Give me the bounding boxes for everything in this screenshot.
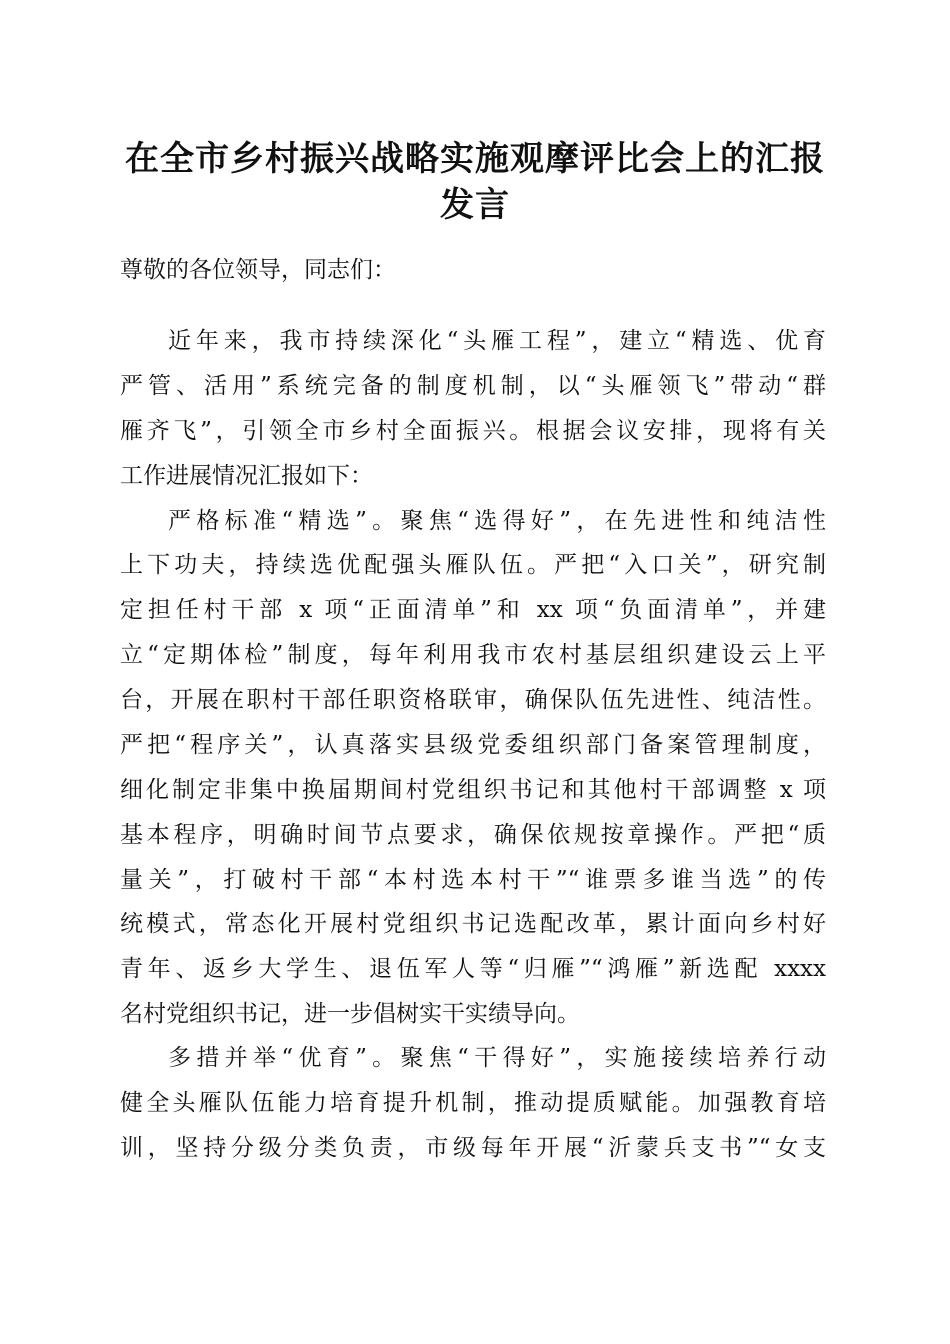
- paragraph-2-line-2: 上下功夫，持续选优配强头雁队伍。严把“入口关”，研究制: [120, 552, 826, 578]
- paragraph-2-line-5: 台，开展在职村干部任职资格联审，确保队伍先进性、纯洁性。: [120, 687, 826, 713]
- paragraph-1-line-3: 雁齐飞”，引领全市乡村全面振兴。根据会议安排，现将有关: [120, 418, 826, 444]
- document-title-line-1: 在全市乡村振兴战略实施观摩评比会上的汇报: [125, 139, 825, 179]
- paragraph-2-line-11: 青年、返乡大学生、退伍军人等“归雁”“鸿雁”新选配 xxxx: [120, 956, 826, 982]
- paragraph-1-line-2: 严管、活用”系统完备的制度机制，以“头雁领飞”带动“群: [120, 373, 826, 399]
- paragraph-1-line-4: 工作进展情况汇报如下：: [120, 463, 373, 489]
- paragraph-1-line-1: 近年来，我市持续深化“头雁工程”，建立“精选、优育: [168, 328, 826, 354]
- paragraph-2-line-6: 严把“程序关”，认真落实县级党委组织部门备案管理制度，: [120, 732, 826, 758]
- paragraph-2-line-3: 定担任村干部 x 项“正面清单”和 xx 项“负面清单”，并建: [120, 597, 826, 623]
- paragraph-2-line-4: 立“定期体检”制度，每年利用我市农村基层组织建设云上平: [120, 642, 826, 668]
- paragraph-2-line-7: 细化制定非集中换届期间村党组织书记和其他村干部调整 x 项: [120, 777, 826, 803]
- paragraph-2-line-12: 名村党组织书记，进一步倡树实干实绩导向。: [120, 1001, 580, 1027]
- paragraph-3-line-1: 多措并举“优育”。聚焦“干得好”，实施接续培养行动: [168, 1045, 826, 1071]
- paragraph-2-line-8: 基本程序，明确时间节点要求，确保依规按章操作。严把“质: [120, 822, 826, 848]
- paragraph-2-line-10: 统模式，常态化开展村党组织书记选配改革，累计面向乡村好: [120, 911, 826, 937]
- document-title-line-2: 发言: [440, 185, 510, 225]
- salutation: 尊敬的各位领导，同志们：: [120, 257, 396, 283]
- paragraph-3-line-3: 训，坚持分级分类负责，市级每年开展“沂蒙兵支书”“女支: [120, 1135, 826, 1161]
- paragraph-3-line-2: 健全头雁队伍能力培育提升机制，推动提质赋能。加强教育培: [120, 1090, 826, 1116]
- paragraph-2-line-9: 量关”，打破村干部“本村选本村干”“谁票多谁当选”的传: [120, 867, 826, 893]
- paragraph-2-line-1: 严格标准“精选”。聚焦“选得好”，在先进性和纯洁性: [168, 508, 826, 534]
